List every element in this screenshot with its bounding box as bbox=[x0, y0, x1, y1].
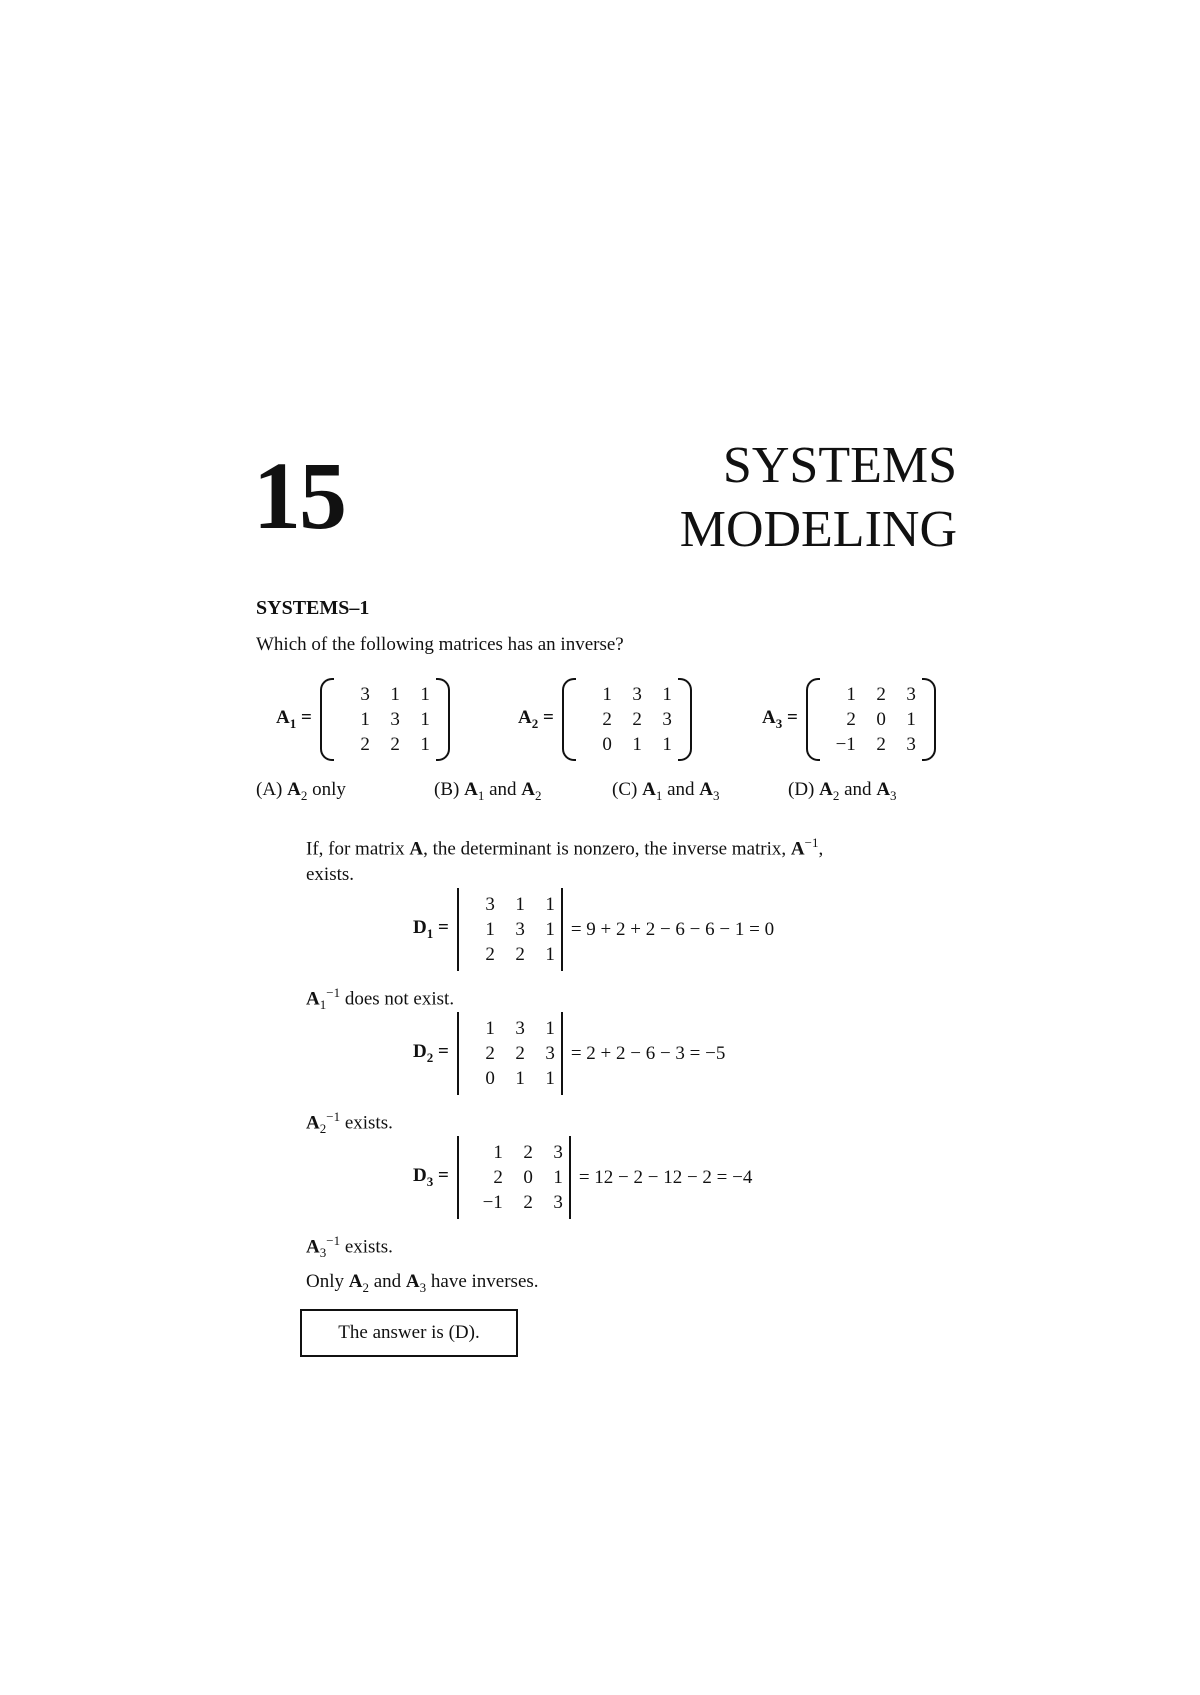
note-d2: $A_2^{-1}$ exists. bbox=[306, 1109, 393, 1137]
matrix-a1 bbox=[276, 678, 450, 761]
matrix-grid: 1 3 1 2 2 3 0 1 1 bbox=[602, 684, 672, 755]
option-c: (C) $A_1$ and $A_3$ bbox=[612, 779, 720, 803]
matrix-a2 bbox=[518, 678, 692, 761]
determinant-result: = 2 + 2 − 6 − 3 = −5 bbox=[570, 1042, 726, 1064]
determinant-d1 bbox=[413, 888, 774, 971]
chapter-title-line2: MODELING bbox=[679, 501, 957, 558]
note-d1: $A_1^{-1}$ does not exist. bbox=[306, 985, 455, 1013]
conclusion: Only $A_2$ and $A_3$ have inverses. bbox=[306, 1271, 539, 1295]
solution-intro: If, for matrix A, the determinant is nonzero, the inverse matrix, $A^{-1}$, exists. bbox=[306, 835, 824, 886]
matrix-label: $A_3$ = bbox=[762, 707, 798, 731]
chapter-title-line1: SYSTEMS bbox=[722, 437, 957, 494]
option-b: (B) $A_1$ and $A_2$ bbox=[434, 779, 542, 803]
answer-options bbox=[256, 779, 897, 804]
matrix-label: $A_1$ = bbox=[276, 707, 312, 731]
determinant-grid: 3 1 1 1 3 1 2 2 1 bbox=[485, 894, 555, 965]
determinant-label: $D_2$ = bbox=[413, 1041, 449, 1065]
matrix-a3 bbox=[762, 678, 936, 761]
option-a: (A) $A_2$ only bbox=[256, 779, 346, 803]
determinant-d3 bbox=[413, 1136, 752, 1219]
answer-text: The answer is (D). bbox=[338, 1322, 480, 1343]
determinant-result: = 9 + 2 + 2 − 6 − 6 − 1 = 0 bbox=[570, 918, 775, 940]
determinant-result: = 12 − 2 − 12 − 2 = −4 bbox=[578, 1166, 753, 1188]
determinant-label: $D_1$ = bbox=[413, 917, 449, 941]
matrix-grid: 3 1 1 1 3 1 2 2 1 bbox=[360, 684, 430, 755]
problem-question: Which of the following matrices has an inverse? bbox=[256, 634, 624, 655]
option-d: (D) $A_2$ and $A_3$ bbox=[788, 779, 897, 803]
determinant-label: $D_3$ = bbox=[413, 1165, 449, 1189]
note-d3: $A_3^{-1}$ exists. bbox=[306, 1233, 393, 1261]
matrix-grid: 1 2 3 2 0 1 −1 2 3 bbox=[835, 684, 916, 755]
determinant-d2 bbox=[413, 1012, 725, 1095]
chapter-number: 15 bbox=[253, 442, 345, 549]
determinant-grid: 1 3 1 2 2 3 0 1 1 bbox=[485, 1018, 555, 1089]
matrix-label: $A_2$ = bbox=[518, 707, 554, 731]
determinant-grid: 1 2 3 2 0 1 −1 2 3 bbox=[482, 1142, 563, 1213]
chapter-title bbox=[680, 434, 957, 562]
answer-box bbox=[300, 1309, 518, 1357]
problem-id: SYSTEMS–1 bbox=[256, 597, 370, 619]
